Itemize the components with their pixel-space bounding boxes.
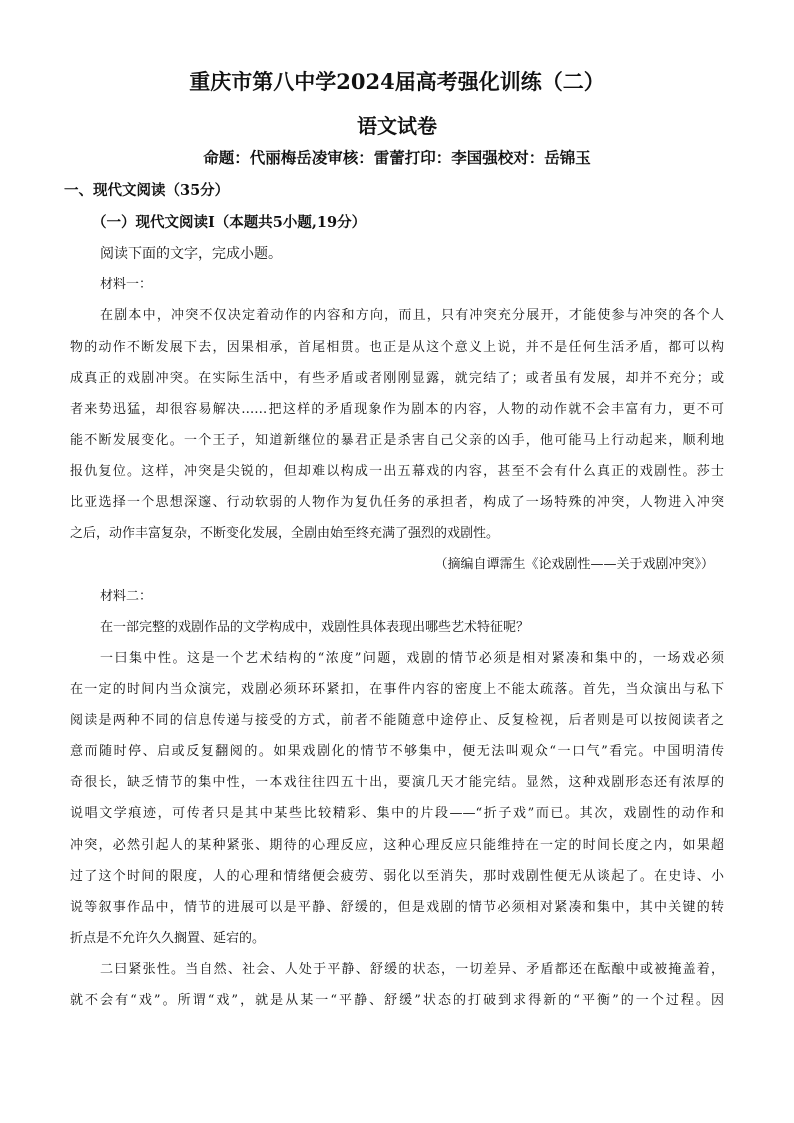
- paragraph-line: 在一定的时间内当众演完，戏剧必须环环紧扣，在事件内容的密度上不能太疏落。首先，当众演出与私下: [70, 682, 724, 697]
- paragraph-line: 在剧本中，冲突不仅决定着动作的内容和方向，而且，只有冲突充分展开，才能使参与冲突的各个人: [100, 308, 724, 323]
- material2-intro: 在一部完整的戏剧作品的文学构成中，戏剧性具体表现出哪些艺术特征呢？: [100, 620, 530, 635]
- exam-title: 重庆市第八中学2024届高考强化训练（二）: [189, 69, 605, 94]
- paragraph-line: 冲突，必然引起人的某种紧张、期待的心理反应，这种心理反应只能维持在一定的时间长度之内，如果超: [70, 838, 724, 853]
- section-heading: 一、现代文阅读（35分）: [64, 182, 230, 199]
- material2-label: 材料二：: [100, 589, 153, 604]
- paragraph-line: 一曰集中性。这是一个艺术结构的“浓度”问题，戏剧的情节必须是相对紧凑和集中的，一场戏必须: [100, 651, 724, 666]
- material1-source: （摘编自谭霈生《论戏剧性——关于戏剧冲突》）: [434, 557, 714, 572]
- paragraph-line: 之后，动作丰富复杂，不断变化发展，全剧由始至终充满了强烈的戏剧性。: [70, 526, 500, 541]
- instruction-text: 阅读下面的文字，完成小题。: [100, 246, 282, 262]
- paragraph-line: 奇很长，缺乏情节的集中性，一本戏往往四五十出，要演几天才能完结。显然，这种戏剧形态还有浓厚的: [70, 775, 724, 790]
- paragraph-line: 能不断发展变化。一个王子，知道新继位的暴君正是杀害自己父亲的凶手，他可能马上行动起来，顺利地: [70, 433, 724, 448]
- paragraph-line: 比亚选择一个思想深邃、行动软弱的人物作为复仇任务的承担者，构成了一场特殊的冲突，人物进入冲突: [70, 495, 724, 510]
- paragraph-line: 折点是不允许久久搁置、延宕的。: [70, 931, 266, 946]
- exam-credits: 命题：代丽梅岳凌审核：雷蕾打印：李国强校对：岳锦玉: [203, 148, 591, 167]
- paragraph-line: 者来势迅猛，却很容易解决……把这样的矛盾现象作为剧本的内容，人物的动作就不会丰富有力，更不可: [70, 402, 724, 417]
- subsection-heading: （一）现代文阅读Ⅰ（本题共5小题,19分）: [92, 214, 367, 231]
- paragraph-line: 说等叙事作品中，情节的进展可以是平静、舒缓的，但是戏剧的情节必须相对紧凑和集中，其中关键的转: [70, 900, 724, 915]
- paragraph-line: 意而随时停、启或反复翻阅的。如果戏剧化的情节不够集中，便无法叫观众“一口气”看完。中国明清传: [70, 744, 724, 759]
- material1-label: 材料一：: [100, 277, 153, 292]
- paragraph-line: 说唱文学痕迹，可传者只是其中某些比较精彩、集中的片段——“折子戏”而已。其次，戏剧性的动作和: [70, 806, 724, 821]
- paragraph-line: 报仇复位。这样，冲突是尖锐的，但却难以构成一出五幕戏的内容，甚至不会有什么真正的戏剧性。莎士: [70, 464, 724, 479]
- paragraph-line: 成真正的戏剧冲突。在实际生活中，有些矛盾或者刚刚显露，就完结了；或者虽有发展，却并不充分；或: [70, 371, 724, 386]
- paragraph-line: 就不会有“戏”。所谓“戏”，就是从某一“平静、舒缓”状态的打破到求得新的“平衡”的一个过程。因: [70, 993, 724, 1008]
- exam-subtitle: 语文试卷: [357, 114, 437, 138]
- paragraph-line: 物的动作不断发展下去，因果相承，首尾相贯。也正是从这个意义上说，并不是任何生活矛盾，都可以构: [70, 340, 724, 355]
- paragraph-line: 二曰紧张性。当自然、社会、人处于平静、舒缓的状态，一切差异、矛盾都还在酝酿中或被掩盖着，: [100, 962, 724, 977]
- paragraph-line: 阅读是两种不同的信息传递与接受的方式，前者不能随意中途停止、反复检视，后者则是可以按阅读者之: [70, 713, 724, 728]
- paragraph-line: 过了这个时间的限度，人的心理和情绪便会疲劳、弱化以至消失，那时戏剧性便无从谈起了。在史诗、小: [70, 869, 724, 884]
